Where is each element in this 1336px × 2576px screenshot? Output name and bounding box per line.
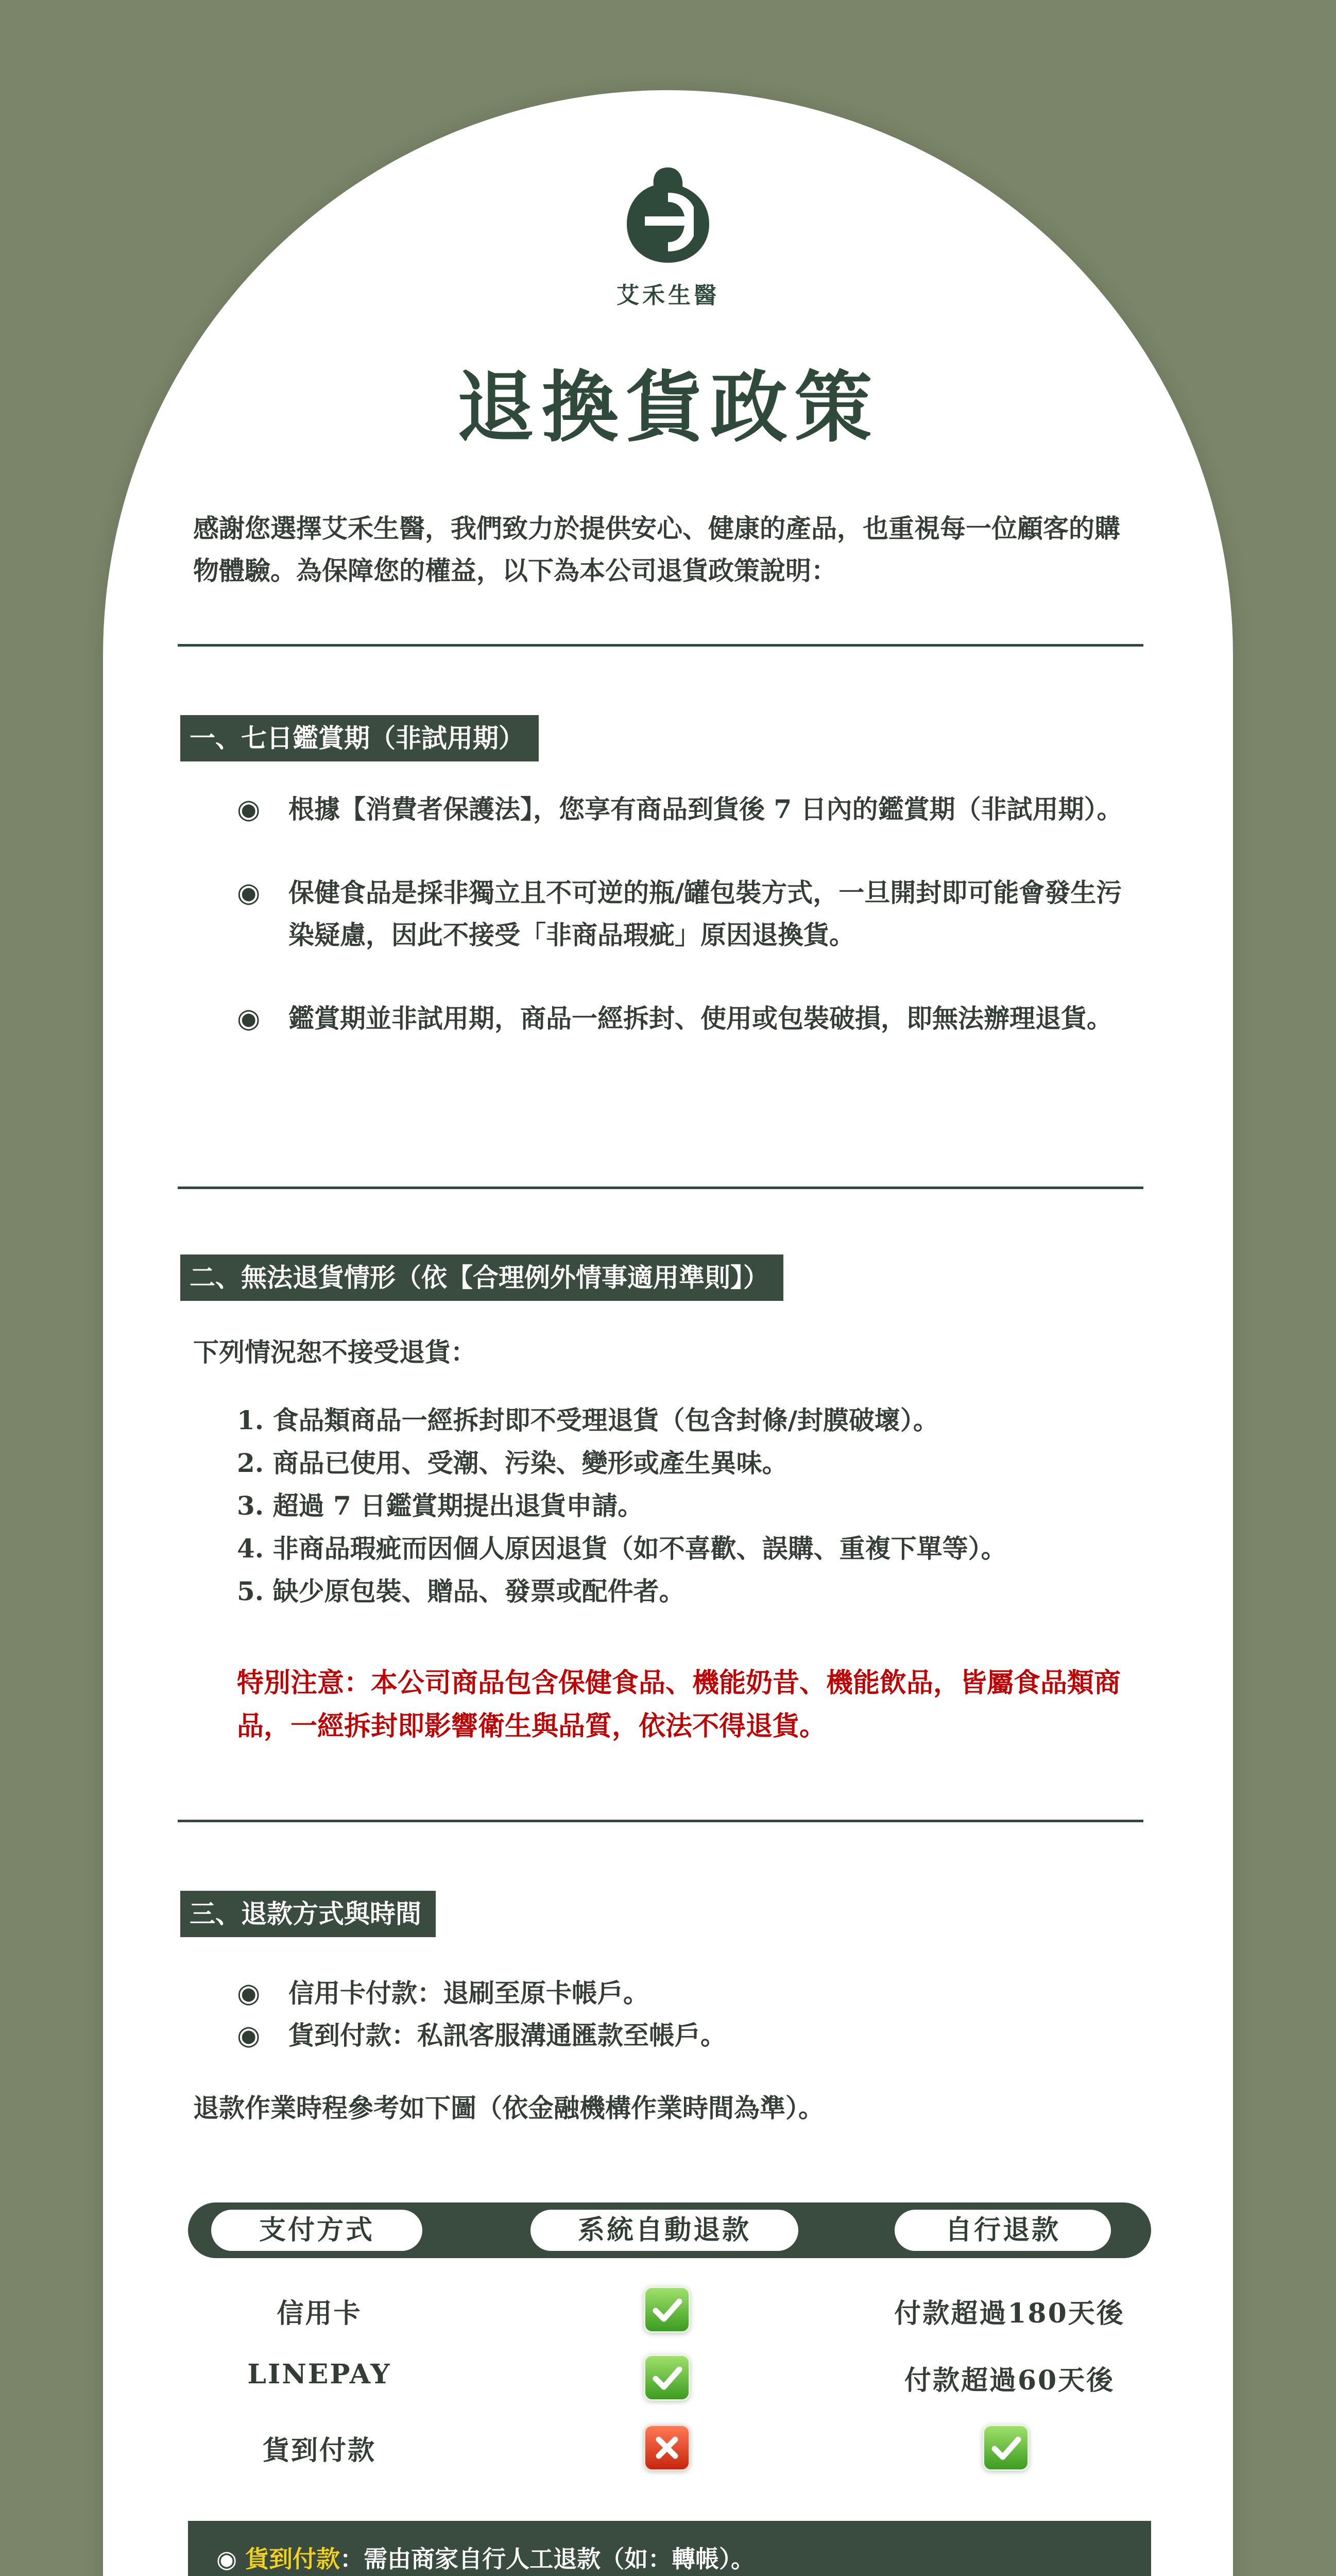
section-heading-2: 二、無法退貨情形（依【合理例外情事適用準則】） bbox=[180, 1255, 783, 1301]
page-title: 退換貨政策 bbox=[456, 362, 879, 453]
radio-bullet-icon: ◉ bbox=[237, 793, 261, 825]
info-highlight: 貨到付款 bbox=[245, 2545, 340, 2573]
cross-icon bbox=[644, 2425, 690, 2471]
table-cell-manual: 付款超過180天後 bbox=[894, 2298, 1125, 2329]
list-item-text: 保健食品是採非獨立且不可逆的瓶/罐包裝方式，一旦開封即可能會發生污染疑慮，因此不接受「非商品瑕疵」原因退換貨。 bbox=[288, 877, 1122, 950]
logo bbox=[616, 165, 720, 314]
list-item bbox=[237, 1972, 1123, 2014]
divider bbox=[178, 1187, 1143, 1189]
list-item-text: 鑑賞期並非試用期，商品一經拆封、使用或包裝破損，即無法辦理退貨。 bbox=[288, 1003, 1112, 1033]
info-line-1 bbox=[216, 2540, 755, 2574]
radio-bullet-icon: ◉ bbox=[237, 1003, 261, 1034]
table-cell-manual: 付款超過60天後 bbox=[904, 2365, 1115, 2396]
list-item-text: 信用卡付款：退刷至原卡帳戶。 bbox=[288, 1978, 649, 2008]
check-icon bbox=[644, 2286, 690, 2333]
list-item-text: 根據【消費者保護法】，您享有商品到貨後 7 日內的鑑賞期（非試用期）。 bbox=[288, 794, 1123, 824]
check-icon bbox=[983, 2425, 1029, 2471]
column-header: 系統自動退款 bbox=[530, 2210, 798, 2251]
table-header bbox=[188, 2202, 1151, 2258]
table-cell-method: 信用卡 bbox=[277, 2298, 362, 2329]
list-item: 2. 商品已使用、受潮、污染、變形或產生異味。 bbox=[237, 1448, 788, 1478]
radio-bullet-icon: ◉ bbox=[237, 1977, 261, 2009]
intro-paragraph: 感謝您選擇艾禾生醫，我們致力於提供安心、健康的產品，也重視每一位顧客的購物體驗。為保障您的權益，以下為本公司退貨政策說明： bbox=[193, 513, 1120, 586]
table-cell-method: LINEPAY bbox=[247, 2359, 391, 2390]
column-header: 自行退款 bbox=[895, 2210, 1111, 2251]
radio-bullet-icon: ◉ bbox=[237, 877, 261, 908]
list-item: 3. 超過 7 日鑑賞期提出退貨申請。 bbox=[237, 1490, 644, 1521]
refund-info-box bbox=[188, 2521, 1151, 2576]
list-item: 5. 缺少原包裝、贈品、發票或配件者。 bbox=[237, 1576, 685, 1606]
info-text: ：需由商家自行人工退款（如：轉帳）。 bbox=[340, 2545, 755, 2573]
list-item: 1. 食品類商品一經拆封即不受理退貨（包含封條/封膜破壞）。 bbox=[237, 1405, 939, 1435]
column-header: 支付方式 bbox=[211, 2210, 422, 2251]
list-item-text: 貨到付款：私訊客服溝通匯款至帳戶。 bbox=[288, 2020, 726, 2050]
section3-bullets bbox=[237, 1972, 1123, 2057]
timeline-note: 退款作業時程參考如下圖（依金融機構作業時間為準）。 bbox=[193, 2093, 824, 2123]
section-heading-3: 三、退款方式與時間 bbox=[180, 1891, 436, 1937]
radio-bullet-icon: ◉ bbox=[216, 2545, 246, 2573]
brand-logo-icon bbox=[622, 165, 714, 265]
logo-text: 艾禾生醫 bbox=[616, 282, 720, 309]
check-icon bbox=[644, 2354, 690, 2401]
section2-list bbox=[237, 1399, 1143, 1613]
section1-bullets bbox=[237, 788, 1123, 1040]
radio-bullet-icon: ◉ bbox=[237, 2020, 261, 2051]
list-item bbox=[237, 872, 1123, 956]
list-item bbox=[237, 997, 1123, 1040]
section-heading-1: 一、七日鑑賞期（非試用期） bbox=[180, 715, 539, 761]
special-notice: 特別注意：本公司商品包含保健食品、機能奶昔、機能飲品，皆屬食品類商品，一經拆封即影響衛生與品質，依法不得退貨。 bbox=[237, 1667, 1121, 1742]
divider bbox=[178, 1820, 1143, 1822]
list-item: 4. 非商品瑕疵而因個人原因退貨（如不喜歡、誤購、重複下單等）。 bbox=[237, 1533, 1007, 1564]
list-item bbox=[237, 2014, 1123, 2057]
divider bbox=[178, 644, 1143, 647]
list-item bbox=[237, 788, 1123, 831]
table-cell-method: 貨到付款 bbox=[262, 2435, 376, 2466]
section2-lead: 下列情況恕不接受退貨： bbox=[193, 1337, 476, 1367]
